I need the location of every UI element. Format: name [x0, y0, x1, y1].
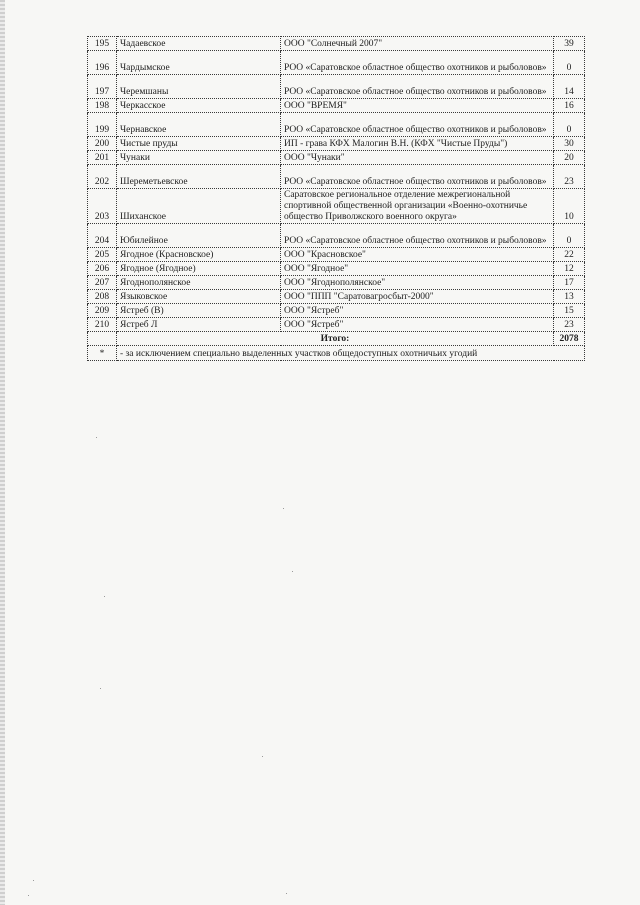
- table-body: [88, 37, 585, 361]
- area-name: Шереметьевское: [117, 165, 281, 189]
- area-name: Чардымское: [117, 51, 281, 75]
- tenant-name: ООО "Ягодное": [281, 262, 554, 276]
- row-number: 206: [88, 262, 117, 276]
- area-name: Ягоднополянское: [117, 276, 281, 290]
- table-row: [88, 37, 585, 51]
- hunting-grounds-table: [87, 36, 585, 361]
- count-value: 14: [554, 75, 585, 99]
- row-number: 201: [88, 151, 117, 165]
- row-number: 210: [88, 318, 117, 332]
- area-name: Черемшаны: [117, 75, 281, 99]
- total-row: [88, 332, 585, 346]
- count-value: 0: [554, 51, 585, 75]
- count-value: 30: [554, 137, 585, 151]
- tenant-name: ООО "Ястреб": [281, 304, 554, 318]
- tenant-name: ООО "Ястреб": [281, 318, 554, 332]
- row-number: 207: [88, 276, 117, 290]
- footnote-text: - за исключением специально выделенных участков общедоступных охотничьих угодий: [117, 346, 585, 361]
- count-value: 23: [554, 318, 585, 332]
- area-name: Языковское: [117, 290, 281, 304]
- tenant-name: Саратовское региональное отделение межрегиональной спортивной общественной организации «Военно-охотничье общество Приволжского военного округа»: [281, 189, 554, 224]
- area-name: Чадаевское: [117, 37, 281, 51]
- count-value: 0: [554, 224, 585, 248]
- tenant-name: РОО «Саратовское областное общество охотников и рыболовов»: [281, 75, 554, 99]
- area-name: Ягодное (Ягодное): [117, 262, 281, 276]
- table-row: [88, 304, 585, 318]
- count-value: 16: [554, 99, 585, 113]
- tenant-name: ООО "Ягоднополянское": [281, 276, 554, 290]
- count-value: 13: [554, 290, 585, 304]
- area-name: Ястреб (В): [117, 304, 281, 318]
- table-row: [88, 318, 585, 332]
- count-value: 12: [554, 262, 585, 276]
- total-empty-cell: [88, 332, 117, 346]
- total-label: Итого:: [117, 332, 554, 346]
- table-row: [88, 165, 585, 189]
- table-row: [88, 290, 585, 304]
- area-name: Чистые пруды: [117, 137, 281, 151]
- tenant-name: РОО «Саратовское областное общество охотников и рыболовов»: [281, 165, 554, 189]
- area-name: Чернавское: [117, 113, 281, 137]
- row-number: 205: [88, 248, 117, 262]
- table-row: [88, 262, 585, 276]
- tenant-name: ООО "Красновское": [281, 248, 554, 262]
- row-number: 198: [88, 99, 117, 113]
- footnote-mark: *: [88, 346, 117, 361]
- row-number: 199: [88, 113, 117, 137]
- total-value: 2078: [554, 332, 585, 346]
- count-value: 23: [554, 165, 585, 189]
- tenant-name: ООО "ВРЕМЯ": [281, 99, 554, 113]
- table-row: [88, 113, 585, 137]
- table-row: [88, 189, 585, 224]
- count-value: 0: [554, 113, 585, 137]
- table-row: [88, 151, 585, 165]
- table-row: [88, 99, 585, 113]
- table-row: [88, 137, 585, 151]
- table-row: [88, 224, 585, 248]
- row-number: 204: [88, 224, 117, 248]
- row-number: 196: [88, 51, 117, 75]
- area-name: Ястреб Л: [117, 318, 281, 332]
- row-number: 195: [88, 37, 117, 51]
- footnote-row: [88, 346, 585, 361]
- table-row: [88, 276, 585, 290]
- table-row: [88, 75, 585, 99]
- area-name: Черкасское: [117, 99, 281, 113]
- tenant-name: ИП - грава КФХ Малогин В.Н. (КФХ "Чистые Пруды"): [281, 137, 554, 151]
- count-value: 39: [554, 37, 585, 51]
- count-value: 15: [554, 304, 585, 318]
- tenant-name: ООО "Чунаки": [281, 151, 554, 165]
- table-row: [88, 51, 585, 75]
- area-name: Шиханское: [117, 189, 281, 224]
- tenant-name: ООО "ППП "Саратовагросбыт-2000": [281, 290, 554, 304]
- row-number: 202: [88, 165, 117, 189]
- count-value: 10: [554, 189, 585, 224]
- tenant-name: РОО «Саратовское областное общество охотников и рыболовов»: [281, 113, 554, 137]
- row-number: 209: [88, 304, 117, 318]
- row-number: 203: [88, 189, 117, 224]
- count-value: 22: [554, 248, 585, 262]
- row-number: 197: [88, 75, 117, 99]
- row-number: 208: [88, 290, 117, 304]
- tenant-name: РОО «Саратовское областное общество охотников и рыболовов»: [281, 224, 554, 248]
- row-number: 200: [88, 137, 117, 151]
- area-name: Чунаки: [117, 151, 281, 165]
- table-row: [88, 248, 585, 262]
- tenant-name: РОО «Саратовское областное общество охотников и рыболовов»: [281, 51, 554, 75]
- count-value: 17: [554, 276, 585, 290]
- tenant-name: ООО "Солнечный 2007": [281, 37, 554, 51]
- count-value: 20: [554, 151, 585, 165]
- area-name: Ягодное (Красновское): [117, 248, 281, 262]
- area-name: Юбилейное: [117, 224, 281, 248]
